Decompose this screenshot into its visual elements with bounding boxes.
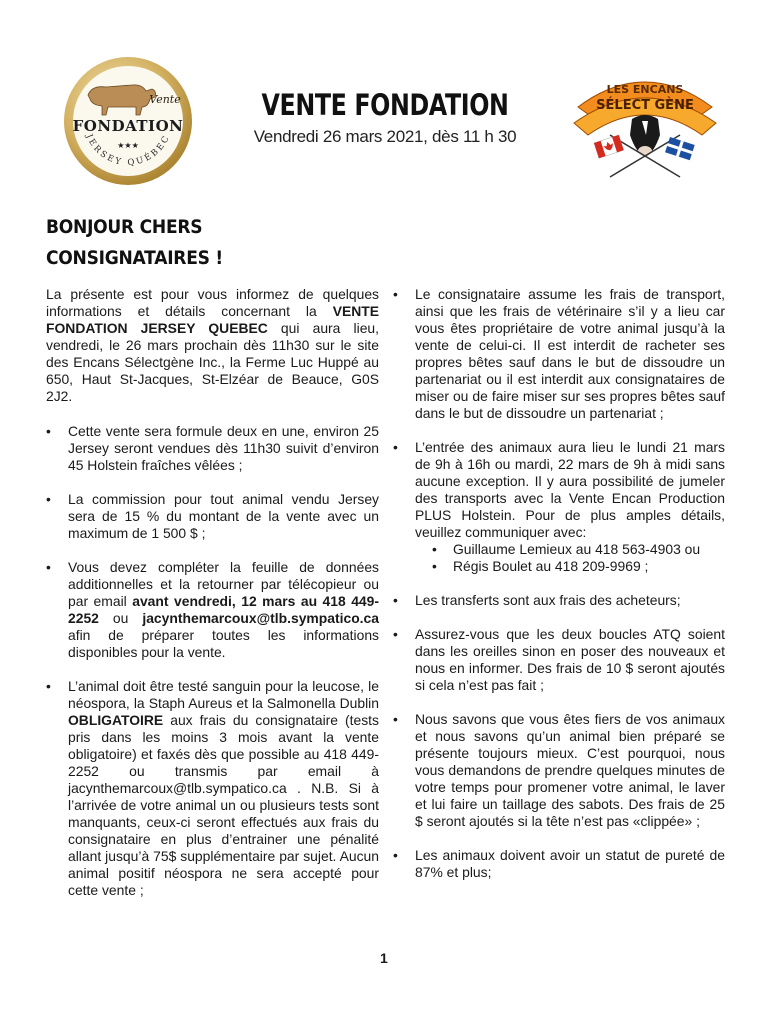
list-item: • Cette vente sera formule deux en une, environ 25 Jersey seront vendues dès 11h30 suivit d’environ 45 Holstein fraîches vêlées ; (46, 423, 379, 474)
svg-text:LES ENCANS: LES ENCANS (606, 83, 684, 96)
list-item: • Nous savons que vous êtes fiers de vos animaux et nous savons qu’un animal bien préparé se présente toujours mieux. C’est pourquoi, nous vous demandons de prendre quelques minutes de votre temps pour promener votre animal, le laver et lui faire un taillage des sabots. Des frais de 25 $ seront ajoutés si la tête n’est pas «clippée» ; (393, 711, 725, 830)
list-item: • Les transferts sont aux frais des acheteurs; (393, 592, 725, 609)
left-column (46, 286, 379, 916)
svg-text:Vente: Vente (149, 93, 181, 106)
greeting-heading: BONJOUR CHERS CONSIGNATAIRES ! (46, 216, 223, 269)
intro-paragraph: La présente est pour vous informez de quelques informations et détails concernant la VENTE FONDATION JERSEY QUEBEC qui aura lieu, vendredi, le 26 mars prochain dès 11h30 sur le site des Encans Sélectgène Inc., la Ferme Luc Huppé au 650, Haut St-Jacques, St-Elzéar de Beauce, G0S 2J2. (46, 286, 380, 404)
right-column (393, 286, 725, 898)
list-item: • Vous devez compléter la feuille de données additionnelles et la retourner par télécopieur ou par email avant vendredi, 12 mars au 418 449-2252 ou jacynthemarcoux@tlb.sympatico.ca afin de préparer toutes les informations disponibles pour la vente. (46, 559, 379, 661)
svg-text:JERSEY QUÉBEC: JERSEY QUÉBEC (83, 132, 173, 169)
svg-text:★★★: ★★★ (117, 141, 139, 150)
list-item: • Assurez-vous que les deux boucles ATQ soient dans les oreilles sinon en poser des nouveaux et nous en informer. Des frais de 10 $ seront ajoutés si cela n’est pas fait ; (393, 626, 725, 694)
svg-text:SÉLECT GÈNE: SÉLECT GÈNE (596, 98, 694, 113)
page-number: 1 (380, 950, 388, 966)
list-item: • L’animal doit être testé sanguin pour la leucose, le néospora, la Staph Aureus et la Salmonella Dublin OBLIGATOIRE aux frais du consignataire (tests pris dans les moins 3 mois avant la vente obligatoire) et faxés dès que possible au 418 449-2252 ou transmis par email à jacynthemarcoux@tlb.sympatico.ca . N.B. Si à l’arrivée de votre animal un ou plusieurs tests sont manquants, ceux-ci seront effectués aux frais du consignataire en plus d’entrainer une pénalité allant jusqu’à 75$ supplémentaire par sujet. Aucun animal positif néospora ne sera accepté pour cette vente ; (46, 678, 379, 899)
vente-fondation-logo (62, 55, 194, 187)
list-item: • Le consignataire assume les frais de transport, ainsi que les frais de vétérinaire s’il y a lieu car vous êtes propriétaire de votre animal jusqu’à la vente de celui-ci. Il est interdit de racheter ses propres bêtes sauf dans le but de dissoudre un partenariat ou il est interdit aux consignataires de miser ou de faire miser sur ses propres bêtes sauf dans le but de dissoudre un partenariat ; (393, 286, 725, 422)
contact-item: • Régis Boulet au 418 209-9969 ; (432, 558, 725, 575)
encans-select-gene-logo (570, 65, 720, 180)
svg-text:FONDATION: FONDATION (72, 117, 184, 135)
event-date: Vendredi 26 mars 2021, dès 11 h 30 (253, 127, 517, 146)
page-title: VENTE FONDATION (261, 88, 509, 122)
list-item: • Les animaux doivent avoir un statut de pureté de 87% et plus; (393, 847, 725, 881)
list-item: • L’entrée des animaux aura lieu le lundi 21 mars de 9h à 16h ou mardi, 22 mars de 9h à midi sans aucune exception. Il y aura possibilité de jumeler des transports avec la Vente Encan Production PLUS Holstein. Pour de plus amples détails, veuillez communiquer avec: • Guillaume Lemieux au 418 563-4903 ou • Régis Boulet au 418 209-9969 ; (393, 439, 725, 575)
contact-item: • Guillaume Lemieux au 418 563-4903 ou (432, 541, 725, 558)
list-item: • La commission pour tout animal vendu Jersey sera de 15 % du montant de la vente avec un maximum de 1 500 $ ; (46, 491, 379, 542)
